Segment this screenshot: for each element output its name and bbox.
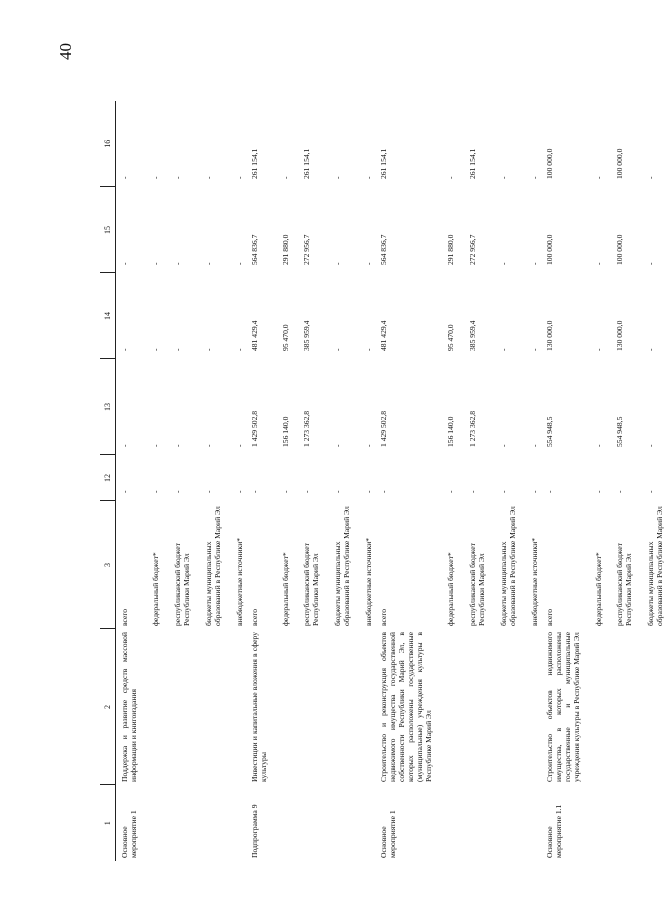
value-cell: - xyxy=(593,490,603,493)
table-row xyxy=(635,101,666,861)
value-cell: - xyxy=(364,348,374,351)
program-cell xyxy=(583,785,605,861)
value-cell: - xyxy=(364,176,374,179)
source-cell: республиканский бюджет Республики Марий Эл xyxy=(172,543,191,626)
program-cell xyxy=(322,785,353,861)
program-cell: Подпрограмма 9 xyxy=(249,804,259,858)
value-cell: 291 880,0 xyxy=(445,234,455,265)
program-cell xyxy=(353,785,375,861)
title-cell: Строительство объектов недвижимого имущества, в которых расположены государственные и муниципальные учреждения культуры в Республике Марий Эл xyxy=(544,632,581,782)
column-header: 1 xyxy=(100,785,116,861)
table-row xyxy=(162,101,193,861)
title-cell xyxy=(583,629,605,785)
source-cell: республиканский бюджет Республики Марий Эл xyxy=(615,543,634,626)
program-cell xyxy=(291,785,322,861)
column-header: 15 xyxy=(100,187,116,273)
title-cell xyxy=(140,629,162,785)
value-cell: 564 836,7 xyxy=(379,234,389,265)
source-cell: бюджеты муниципальных образований в Республике Марий Эл xyxy=(646,506,665,626)
value-cell: - xyxy=(150,490,160,493)
title-cell xyxy=(457,629,488,785)
source-cell: федеральный бюджет* xyxy=(150,552,160,626)
table-row xyxy=(541,101,583,861)
title-cell xyxy=(193,629,224,785)
title-cell xyxy=(291,629,322,785)
table-row xyxy=(140,101,162,861)
value-cell: - xyxy=(172,348,182,351)
program-cell xyxy=(193,785,224,861)
program-cell xyxy=(488,785,519,861)
source-cell: всего xyxy=(249,608,259,626)
value-cell: 564 836,7 xyxy=(249,234,259,265)
value-cell: - xyxy=(364,444,374,447)
source-cell: республиканский бюджет Республики Марий Эл xyxy=(467,543,486,626)
value-cell: - xyxy=(445,176,455,179)
value-cell: - xyxy=(333,490,343,493)
value-cell: 100 000,0 xyxy=(615,234,625,265)
value-cell: - xyxy=(234,444,244,447)
title-cell xyxy=(435,629,457,785)
source-cell: внебюджетные источники* xyxy=(529,537,539,626)
value-cell: - xyxy=(150,348,160,351)
header-row xyxy=(100,101,116,861)
value-cell: - xyxy=(379,490,389,493)
value-cell: - xyxy=(467,490,477,493)
value-cell: - xyxy=(234,262,244,265)
value-cell: 261 154,1 xyxy=(249,148,259,179)
table-row xyxy=(322,101,353,861)
table-row xyxy=(375,101,435,861)
table-row xyxy=(353,101,375,861)
value-cell: - xyxy=(529,348,539,351)
value-cell: 100 000,0 xyxy=(615,148,625,179)
value-cell: 554 948,5 xyxy=(544,416,554,447)
source-cell: федеральный бюджет* xyxy=(280,552,290,626)
value-cell: - xyxy=(445,490,455,493)
value-cell: 95 470,0 xyxy=(445,324,455,351)
table-row xyxy=(116,101,140,861)
title-cell: Строительство и реконструкция объектов недвижимого имущества государственной собственности Республики Марий Эл, в которых расположены государственные (муниципальные) учреждения культуры в Республике Марий Эл xyxy=(379,632,434,782)
value-cell: - xyxy=(498,490,508,493)
title-cell xyxy=(224,629,246,785)
program-cell: Основное мероприятие 1 xyxy=(120,810,138,858)
column-header: 13 xyxy=(100,359,116,455)
value-cell: - xyxy=(150,176,160,179)
value-cell: 385 959,4 xyxy=(302,320,312,351)
table-row xyxy=(457,101,488,861)
value-cell: - xyxy=(120,348,129,351)
value-cell: - xyxy=(646,262,656,265)
source-cell: внебюджетные источники* xyxy=(364,537,374,626)
value-cell: - xyxy=(593,348,603,351)
value-cell: - xyxy=(120,176,129,179)
value-cell: - xyxy=(333,444,343,447)
source-cell: бюджеты муниципальных образований в Республике Марий Эл xyxy=(333,506,352,626)
value-cell: - xyxy=(203,444,213,447)
value-cell: - xyxy=(646,444,656,447)
table-body xyxy=(116,101,666,861)
value-cell: - xyxy=(364,490,374,493)
value-cell: - xyxy=(302,490,312,493)
value-cell: - xyxy=(280,176,290,179)
value-cell: - xyxy=(120,444,129,447)
value-cell: - xyxy=(203,490,213,493)
value-cell: 481 429,4 xyxy=(249,320,259,351)
table-row xyxy=(270,101,292,861)
column-header: 3 xyxy=(100,501,116,629)
title-cell xyxy=(604,629,635,785)
value-cell: - xyxy=(646,490,656,493)
value-cell: 156 140,0 xyxy=(280,416,290,447)
value-cell: - xyxy=(544,490,554,493)
table-row xyxy=(246,101,270,861)
column-header: 12 xyxy=(100,455,116,501)
value-cell: - xyxy=(529,262,539,265)
column-header: 16 xyxy=(100,101,116,187)
value-cell: - xyxy=(150,444,160,447)
title-cell: Поддержка и развитие средств массовой информации и книгоиздания xyxy=(120,632,138,782)
table-row xyxy=(435,101,457,861)
value-cell: - xyxy=(646,348,656,351)
value-cell: - xyxy=(498,348,508,351)
value-cell: 130 000,0 xyxy=(544,320,554,351)
table-row xyxy=(193,101,224,861)
program-cell xyxy=(162,785,193,861)
value-cell: 261 154,1 xyxy=(379,148,389,179)
value-cell: - xyxy=(172,176,182,179)
value-cell: - xyxy=(150,262,160,265)
table-row xyxy=(519,101,541,861)
value-cell: - xyxy=(249,490,259,493)
value-cell: 100 000,0 xyxy=(544,148,554,179)
table-row xyxy=(604,101,635,861)
value-cell: - xyxy=(120,262,129,265)
value-cell: - xyxy=(172,262,182,265)
value-cell: 554 948,5 xyxy=(615,416,625,447)
source-cell: бюджеты муниципальных образований в Республике Марий Эл xyxy=(203,506,222,626)
value-cell: - xyxy=(498,176,508,179)
value-cell: - xyxy=(203,262,213,265)
value-cell: - xyxy=(615,490,625,493)
value-cell: 1 273 362,8 xyxy=(467,410,477,447)
value-cell: - xyxy=(593,176,603,179)
program-cell xyxy=(635,785,666,861)
title-cell xyxy=(353,629,375,785)
rotated-table-container xyxy=(100,101,665,861)
value-cell: - xyxy=(234,176,244,179)
value-cell: - xyxy=(498,444,508,447)
value-cell: - xyxy=(593,444,603,447)
program-cell xyxy=(140,785,162,861)
value-cell: 272 956,7 xyxy=(302,234,312,265)
table-row xyxy=(583,101,605,861)
value-cell: - xyxy=(529,176,539,179)
source-cell: республиканский бюджет Республики Марий Эл xyxy=(302,543,321,626)
value-cell: - xyxy=(333,348,343,351)
title-cell: Инвестиции и капитальные вложения в сферу культуры xyxy=(249,632,268,782)
table-row xyxy=(224,101,246,861)
value-cell: 291 880,0 xyxy=(280,234,290,265)
value-cell: - xyxy=(333,262,343,265)
program-cell: Основное мероприятие 1 xyxy=(379,810,398,858)
value-cell: 1 429 502,8 xyxy=(249,410,259,447)
value-cell: 261 154,1 xyxy=(302,148,312,179)
budget-table xyxy=(100,101,666,861)
value-cell: - xyxy=(120,490,129,493)
table-row xyxy=(291,101,322,861)
value-cell: - xyxy=(529,490,539,493)
source-cell: всего xyxy=(120,608,129,626)
value-cell: - xyxy=(172,444,182,447)
title-cell xyxy=(519,629,541,785)
title-cell xyxy=(162,629,193,785)
value-cell: - xyxy=(364,262,374,265)
source-cell: федеральный бюджет* xyxy=(445,552,455,626)
source-cell: всего xyxy=(379,608,389,626)
program-cell xyxy=(270,785,292,861)
title-cell xyxy=(322,629,353,785)
value-cell: - xyxy=(280,490,290,493)
value-cell: 100 000,0 xyxy=(544,234,554,265)
value-cell: 1 429 502,8 xyxy=(379,410,389,447)
value-cell: - xyxy=(172,490,182,493)
title-cell xyxy=(488,629,519,785)
value-cell: - xyxy=(593,262,603,265)
value-cell: - xyxy=(203,348,213,351)
value-cell: - xyxy=(333,176,343,179)
program-cell xyxy=(224,785,246,861)
value-cell: 385 959,4 xyxy=(467,320,477,351)
value-cell: 261 154,1 xyxy=(467,148,477,179)
value-cell: - xyxy=(203,176,213,179)
source-cell: внебюджетные источники* xyxy=(234,537,244,626)
value-cell: 95 470,0 xyxy=(280,324,290,351)
title-cell xyxy=(635,629,666,785)
source-cell: всего xyxy=(544,608,554,626)
program-cell xyxy=(435,785,457,861)
program-cell: Основное мероприятие 1.1 xyxy=(544,804,563,858)
program-cell xyxy=(457,785,488,861)
table-row xyxy=(488,101,519,861)
value-cell: 156 140,0 xyxy=(445,416,455,447)
value-cell: 130 000,0 xyxy=(615,320,625,351)
value-cell: - xyxy=(498,262,508,265)
source-cell: федеральный бюджет* xyxy=(593,552,603,626)
value-cell: 1 273 362,8 xyxy=(302,410,312,447)
column-header: 2 xyxy=(100,629,116,785)
value-cell: - xyxy=(234,348,244,351)
column-header: 14 xyxy=(100,273,116,359)
source-cell: бюджеты муниципальных образований в Республике Марий Эл xyxy=(498,506,517,626)
program-cell xyxy=(519,785,541,861)
program-cell xyxy=(604,785,635,861)
value-cell: 272 956,7 xyxy=(467,234,477,265)
page-number: 40 xyxy=(56,43,75,60)
value-cell: - xyxy=(646,176,656,179)
value-cell: - xyxy=(234,490,244,493)
value-cell: 481 429,4 xyxy=(379,320,389,351)
value-cell: - xyxy=(529,444,539,447)
title-cell xyxy=(270,629,292,785)
